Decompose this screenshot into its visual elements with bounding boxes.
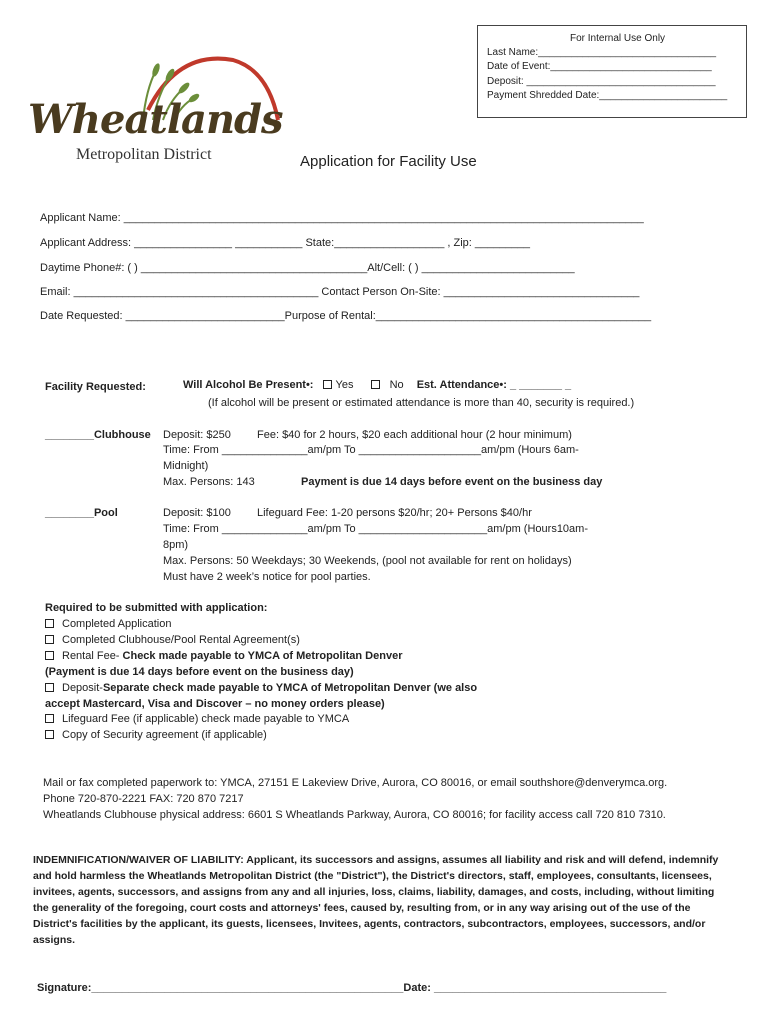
pool-notice: Must have 2 week’s notice for pool parties. — [163, 571, 371, 583]
internal-last-name: Last Name:________________________________ — [487, 47, 717, 58]
checkbox-security[interactable] — [45, 730, 54, 739]
checkbox-deposit[interactable] — [45, 683, 54, 692]
required-item-label: Rental Fee- — [62, 650, 123, 662]
form-title: Application for Facility Use — [300, 153, 477, 170]
internal-use-box — [477, 25, 747, 118]
pool-time-cont: 8pm) — [163, 539, 189, 551]
internal-date-of-event: Date of Event:_____________________________ — [487, 61, 712, 72]
required-item-deposit — [45, 682, 477, 694]
required-item-agreement — [45, 634, 300, 646]
pool-max-persons: Max. Persons: 50 Weekdays; 30 Weekends, (pool not available for rent on holidays) — [163, 555, 572, 567]
required-item-label: Completed Clubhouse/Pool Rental Agreement(s) — [62, 634, 300, 646]
logo-name: Wheatlands — [28, 96, 283, 143]
alcohol-yes-checkbox[interactable] — [323, 380, 332, 389]
rental-fee-payment-note: (Payment is due 14 days before event on the business day) — [45, 666, 354, 678]
clubhouse-payment-note: Payment is due 14 days before event on the business day — [301, 476, 603, 488]
email-field[interactable]: Email: ________________________________________ Contact Person On-Site: ________________________________ — [40, 286, 640, 298]
applicant-address-field[interactable]: Applicant Address: ________________ ___________ State:__________________ , Zip: _________ — [40, 237, 530, 249]
clubhouse-fee: Fee: $40 for 2 hours, $20 each additional hour (2 hour minimum) — [257, 429, 572, 441]
alcohol-question: Will Alcohol Be Present•: — [183, 379, 314, 391]
indemnification-paragraph: INDEMNIFICATION/WAIVER OF LIABILITY: Applicant, its successors and assigns, assumes all liability and risk and will defend, indemnify and hold harmless the Wheatlands Metropolitan District (the "District"), the District's directors, staff, employees, consultants, licensees, invitees, agents, successors, and assigns from any and all injuries, loss, claims, liability, damages, and costs, including, without limiting the generality of the foregoing, court costs and attorneys' fees, caused by, resulting from, or in any way arising out of the use of the District's facilities by the applicant, its guests, licensees, Invitees, agents, contractors, subcontractors, employees, successors, and/or assigns. — [33, 854, 719, 946]
checkbox-rental-fee[interactable] — [45, 651, 54, 660]
facility-requested-label: Facility Requested: — [45, 381, 146, 393]
est-attendance-field[interactable]: Est. Attendance•: _ _______ _ — [416, 379, 572, 391]
pool-deposit: Deposit: $100 — [163, 507, 231, 519]
pool-fee: Lifeguard Fee: 1-20 persons $20/hr; 20+ Persons $40/hr — [257, 507, 532, 519]
checkbox-application[interactable] — [45, 619, 54, 628]
checkbox-lifeguard[interactable] — [45, 714, 54, 723]
required-item-application — [45, 618, 171, 630]
deposit-cards-note: accept Mastercard, Visa and Discover – no money orders please) — [45, 698, 385, 710]
alcohol-no-label: No — [389, 379, 404, 391]
clubhouse-max-persons: Max. Persons: 143 — [163, 476, 255, 488]
signature-date-line[interactable]: Signature:___________________________________________________Date: ______________________________________ — [37, 982, 667, 994]
required-item-label: Completed Application — [62, 618, 172, 630]
internal-payment-shredded: Payment Shredded Date:_______________________ — [487, 90, 728, 101]
clubhouse-time-cont: Midnight) — [163, 460, 209, 472]
logo-subtitle: Metropolitan District — [76, 146, 212, 163]
clubhouse-select[interactable]: ________Clubhouse — [45, 429, 151, 441]
alcohol-question-row — [183, 379, 571, 391]
required-item-security — [45, 729, 267, 741]
internal-deposit: Deposit: __________________________________ — [487, 76, 716, 87]
alcohol-yes-label: Yes — [335, 379, 354, 391]
required-heading: Required to be submitted with application: — [45, 602, 268, 614]
internal-use-heading: For Internal Use Only — [570, 33, 666, 44]
clubhouse-address: Wheatlands Clubhouse physical address: 6601 S Wheatlands Parkway, Aurora, CO 80016; for facility access call 720 810 7310. — [43, 809, 666, 821]
phone-fax: Phone 720-870-2221 FAX: 720 870 7217 — [43, 793, 244, 805]
rental-fee-check-note: Check made payable to YMCA of Metropolitan Denver — [122, 650, 403, 662]
clubhouse-time[interactable]: Time: From ______________am/pm To ____________________am/pm (Hours 6am- — [163, 444, 579, 456]
required-item-label: Deposit- — [62, 682, 103, 694]
required-item-lifeguard — [45, 713, 349, 725]
security-note: (If alcohol will be present or estimated attendance is more than 40, security is required.) — [208, 397, 635, 409]
phone-field[interactable]: Daytime Phone#: ( ) _____________________________________Alt/Cell: ( ) _________________________ — [40, 262, 575, 274]
pool-select[interactable]: ________Pool — [45, 507, 118, 519]
required-item-label: Lifeguard Fee (if applicable) check made payable to YMCA — [62, 713, 350, 725]
applicant-name-field[interactable]: Applicant Name: _____________________________________________________________________________________ — [40, 212, 644, 224]
required-item-label: Copy of Security agreement (if applicable) — [62, 729, 267, 741]
pool-time[interactable]: Time: From ______________am/pm To _____________________am/pm (Hours10am- — [163, 523, 588, 535]
clubhouse-deposit: Deposit: $250 — [163, 429, 231, 441]
date-requested-field[interactable]: Date Requested: __________________________Purpose of Rental:_____________________________________________ — [40, 310, 652, 322]
alcohol-no-checkbox[interactable] — [371, 380, 380, 389]
deposit-check-note: Separate check made payable to YMCA of Metropolitan Denver (we also — [102, 682, 478, 694]
mail-instructions: Mail or fax completed paperwork to: YMCA, 27151 E Lakeview Drive, Aurora, CO 80016, or email southshore@denverymca.org. — [43, 777, 668, 789]
checkbox-agreement[interactable] — [45, 635, 54, 644]
required-item-rental-fee — [45, 650, 402, 662]
